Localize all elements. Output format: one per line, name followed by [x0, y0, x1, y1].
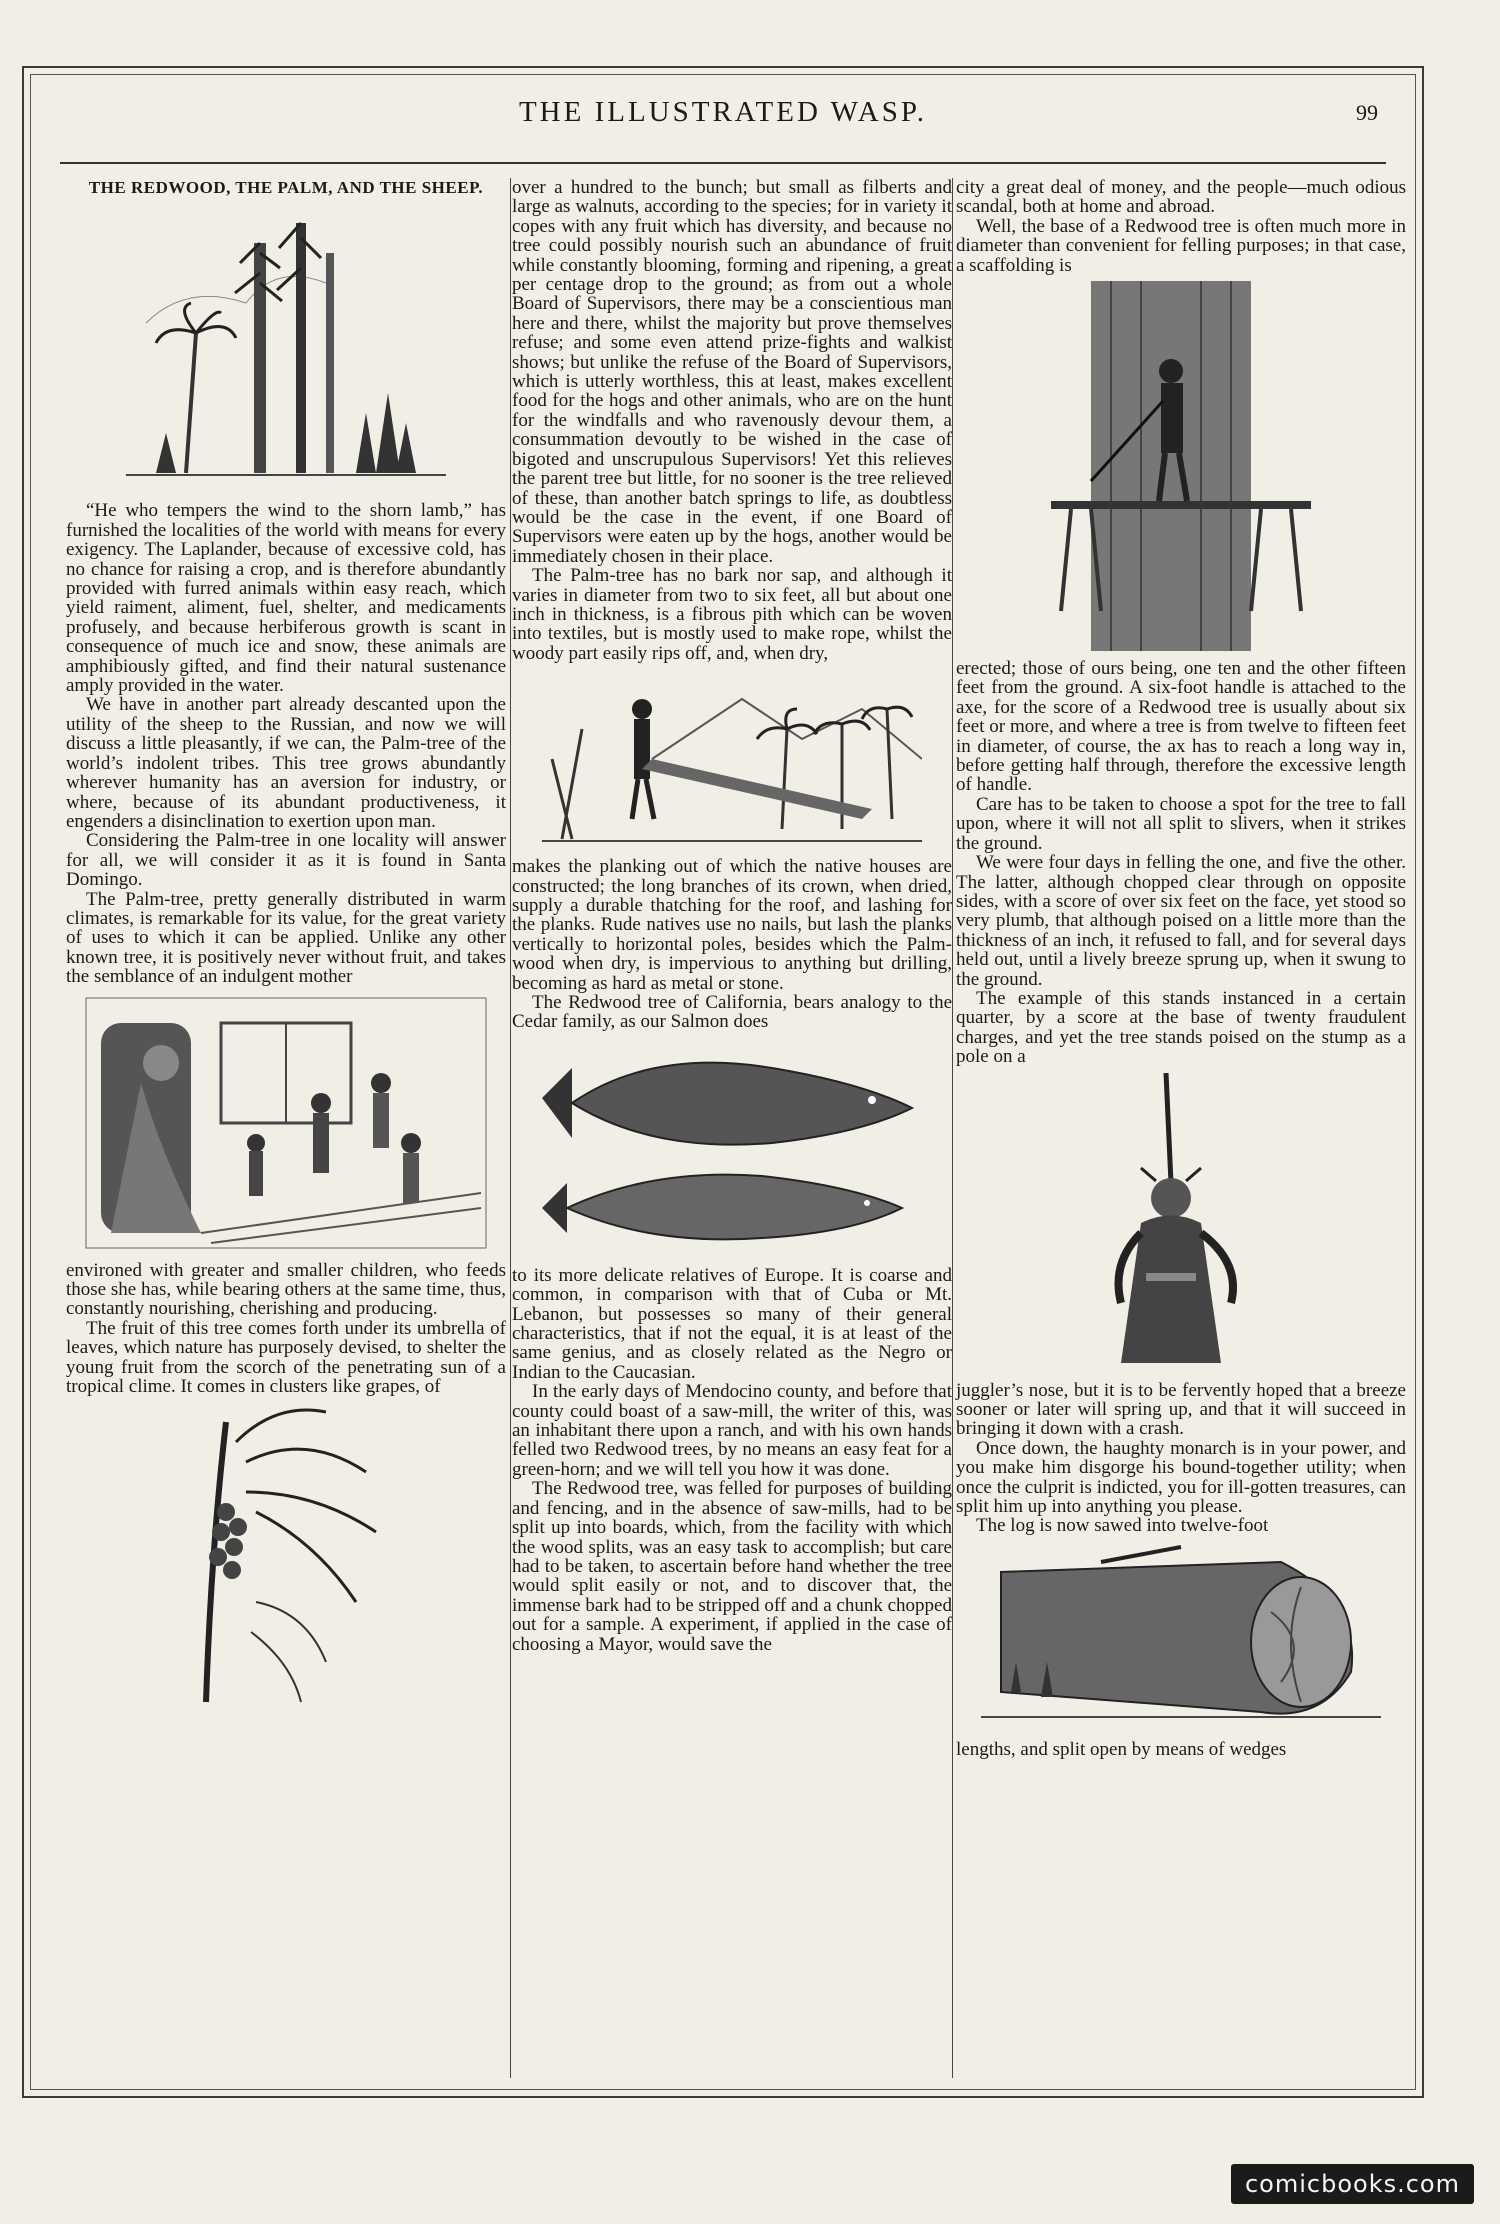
paragraph: Considering the Palm-tree in one locality will answer for all, we will consider it as it is found in Santa Domingo. [66, 830, 506, 891]
paragraph: The Redwood tree, was felled for purposes of building and fencing, and in the absence of saw-mills, had to be split up into boards, which, from the facility with which the wood splits, was an easy task to accomplish; but care had to be taken, to ascertain before hand whether the tree would split easily or not, and to discover that, the immense bark had to be stripped off and a chunk chopped out for a sample. A experiment, if applied in the case of choosing a Mayor, would save the [512, 1478, 952, 1655]
paragraph: The fruit of this tree comes forth under its umbrella of leaves, which nature has purposely devised, to shelter the young fruit from the scorch of the penetrating sun of a tropical clime. It comes in clusters like grapes, of [66, 1317, 506, 1397]
native-palm-illustration [542, 669, 922, 849]
newspaper-page [22, 66, 1424, 2098]
mother-children-illustration [81, 993, 491, 1253]
column-3 [956, 178, 1406, 1759]
column-divider [952, 178, 953, 2078]
paragraph: The Redwood tree of California, bears analogy to the Cedar family, as our Salmon does [512, 992, 952, 1033]
column-divider [510, 178, 511, 2078]
paragraph: We have in another part already descanted upon the utility of the sheep to the Russian, and now we will discuss a little pleasantly, if we can, the Palm-tree of the world’s indolent tribes. This tree grows abundantly wherever humanity has an aversion for industry, or where, because of its abundant productiveness, it engenders a disinclination to exertion upon man. [66, 694, 506, 832]
watermark-badge: comicbooks.com [1231, 2164, 1474, 2204]
column-2 [512, 178, 952, 1654]
paragraph: The example of this stands instanced in a certain quarter, by a score at the base of twenty fraudulent charges, and yet the tree stands poised on the stump as a pole on a [956, 987, 1406, 1068]
column-1 [66, 178, 506, 1720]
palm-fruit-illustration [166, 1402, 406, 1712]
redwood-palm-illustration [126, 203, 446, 493]
header-rule [60, 162, 1386, 164]
paragraph: over a hundred to the bunch; but small as filberts and large as walnuts, according to the species; for in variety it copes with any fruit which has diversity, and because no tree could possibly nourish such an abundance of fruit while constantly blooming, forming and ripening, a great per centage drop to the ground; as from out a whole Board of Supervisors, there may be a conscientious man here and there, whilst the majority but prove themselves refuse; and some even attend prize-fights and walkist shows; but unlike the refuse of the Board of Supervisors, which is utterly worthless, this at least, makes excellent food for the hogs and other animals, who are on the hunt for the windfalls and who ravenously devour them, a consummation devoutly to be wished in the case of bigoted and unscrupulous Supervisors! Yet this relieves the parent tree but little, for no sooner is the tree relieved of these, than another batch springs to life, as doubtless would be the case in the event, if one Board of Supervisors were eaten up by the hogs, another would be immediately chosen in their place. [512, 177, 952, 567]
paragraph: makes the planking out of which the native houses are constructed; the long branches of its crown, when dried, supply a durable thatching for the roof, and lashing for the planks. Rude natives use no nails, but lash the planks vertically to horizontal poles, besides which the Palm-wood when dry, is impervious to anything but drilling, becoming as hard as metal or stone. [512, 856, 952, 994]
paragraph: to its more delicate relatives of Europe. It is coarse and common, in comparison with that of Cuba or Mt. Lebanon, but possesses so many of their general characteristics, that if not the equal, it is at least of the same genius, and as closely related as the Negro or Indian to the Caucasian. [512, 1264, 952, 1383]
paragraph: Well, the base of a Redwood tree is often much more in diameter than convenient for felling purposes; in that case, a scaffolding is [956, 215, 1406, 276]
paragraph: The Palm-tree has no bark nor sap, and although it varies in diameter from two to six feet, all but about one inch in thickness, is a fibrous pith which can be woven into textiles, but is mostly used to make rope, whilst the woody part easily rips off, and, when dry, [512, 565, 952, 664]
paragraph: “He who tempers the wind to the shorn lamb,” has furnished the localities of the world with means for every exigency. The Laplander, because of excessive cold, has no chance for raising a crop, and is therefore abundantly provided with furred animals within easy reach, which yield raiment, aliment, fuel, shelter, and medicaments profusely, and because herbiferous growth is scant in consequence of much ice and snow, these animals are amphibiously gifted, and find their natural sustenance amply provided in the water. [66, 500, 506, 697]
salmon-illustration [532, 1038, 932, 1258]
log-wedges-illustration [981, 1542, 1381, 1732]
page-number: 99 [1356, 100, 1378, 125]
paragraph: environed with greater and smaller children, who feeds those she has, while bearing others at the same time, thus, constantly nourishing, cherishing and producing. [66, 1259, 506, 1320]
paragraph: The Palm-tree, pretty generally distributed in warm climates, is remarkable for its value, for the great variety of uses to which it can be applied. Unlike any other known tree, it is positively never without fruit, and takes the semblance of an indulgent mother [66, 888, 506, 988]
paragraph: We were four days in felling the one, and five the other. The latter, although chopped clear through on opposite sides, with a score of over six feet on the face, yet stood so very plumb, that although poised on a little more than the thickness of an inch, it refused to fall, and for several days held out, until a lively breeze sprung up, when it swung to the ground. [956, 852, 1406, 990]
paragraph: The log is now sawed into twelve-foot [976, 1515, 1269, 1537]
paragraph: city a great deal of money, and the people—much odious scandal, both at home and abroad. [956, 177, 1406, 218]
paragraph: erected; those of ours being, one ten and the other fifteen feet from the ground. A six-foot handle is attached to the axe, for the score of a Redwood tree is usually about six feet or more, and where a tree is from twelve to fifteen feet in diameter, of course, the ax has to reach a long way in, before getting half through, therefore the excessive length of handle. [956, 658, 1406, 796]
paragraph: lengths, and split open by means of wedges [956, 1738, 1287, 1760]
masthead: THE ILLUSTRATED WASP. [518, 96, 928, 128]
felling-redwood-illustration [1051, 281, 1311, 651]
page-header [24, 96, 1422, 148]
paragraph: juggler’s nose, but it is to be fervently hoped that a breeze sooner or later will spring up, and that it will succeed in bringing it down with a crash. [956, 1379, 1406, 1440]
paragraph: Once down, the haughty monarch is in your power, and you make him disgorge his bound-together utility; when once the culprit is indicted, you for ill-gotten treasures, can split him up into anything you please. [956, 1437, 1406, 1517]
juggler-illustration [1071, 1073, 1291, 1373]
paragraph: Care has to be taken to choose a spot for the tree to fall upon, where it will not all split to slivers, when it strikes the ground. [956, 793, 1406, 854]
paragraph: In the early days of Mendocino county, and before that county could boast of a saw-mill, the writer of this, was an inhabitant there upon a ranch, and with his own hands felled two Redwood trees, by no means an easy feat for a green-horn; and we will tell you how it was done. [512, 1381, 952, 1480]
article-title: THE REDWOOD, THE PALM, AND THE SHEEP. [88, 178, 484, 197]
